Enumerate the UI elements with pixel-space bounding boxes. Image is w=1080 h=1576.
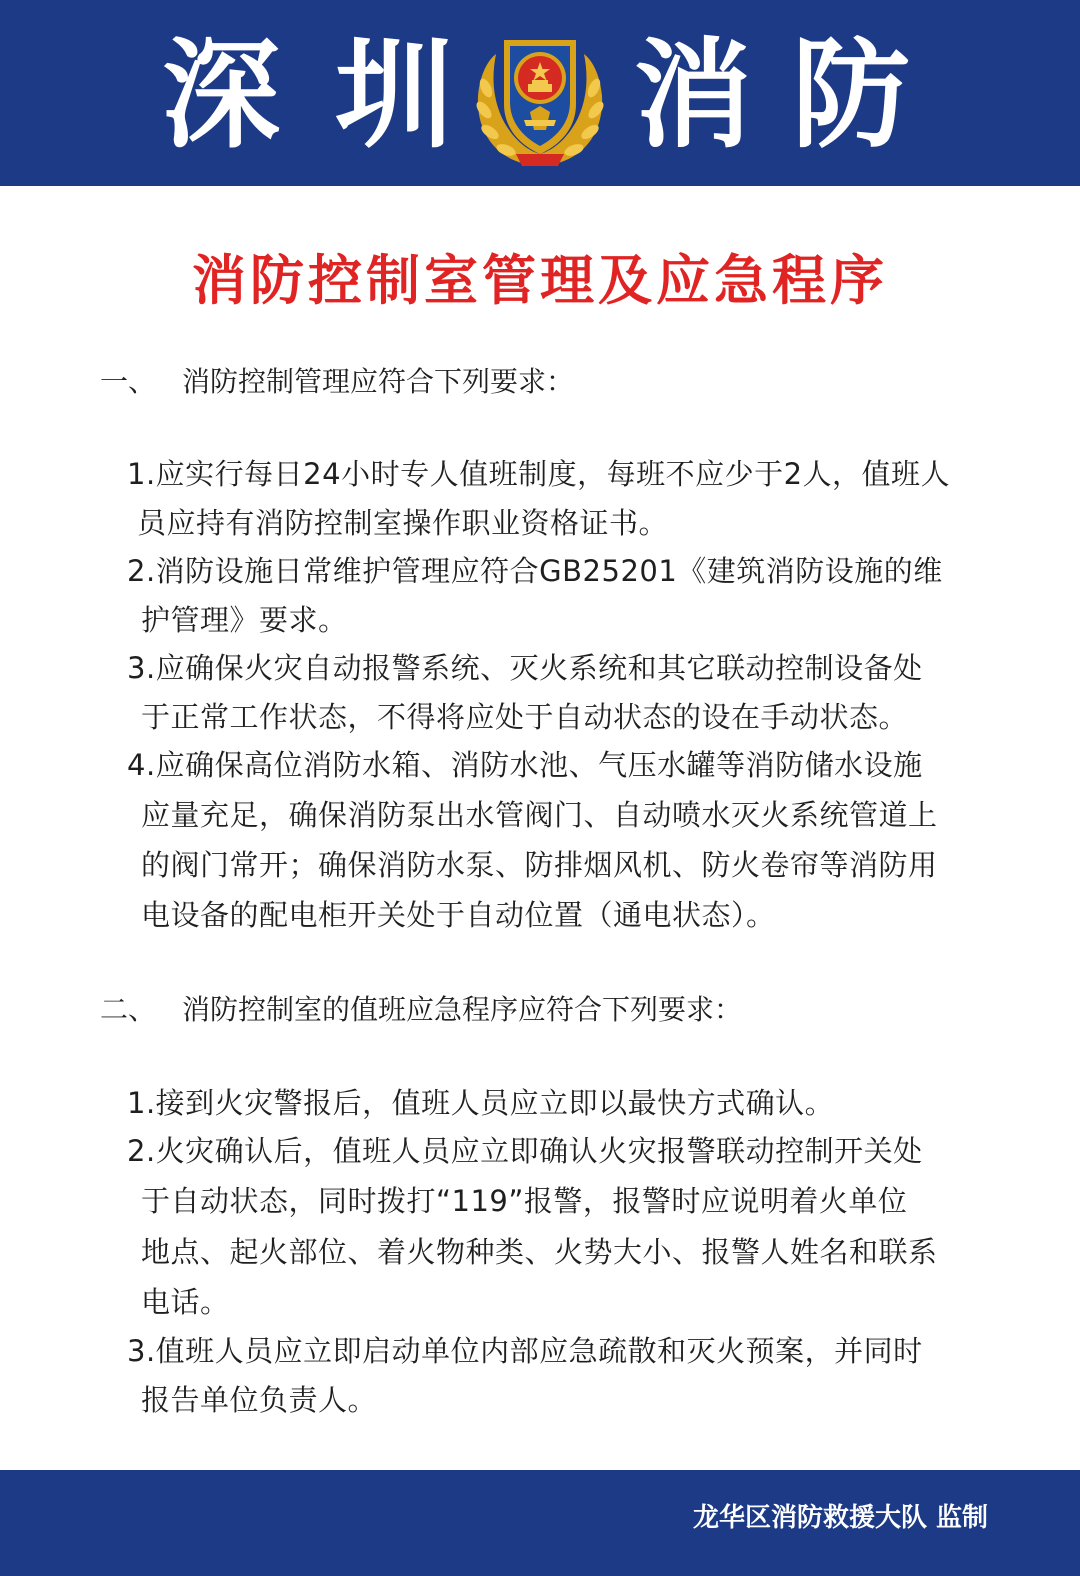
section-1-line: 员应持有消防控制室操作职业资格证书。 bbox=[137, 506, 669, 540]
header-char-shen: 深 bbox=[162, 25, 281, 164]
section-1-line: 应量充足，确保消防泵出水管阀门、自动喷水灭火系统管道上 bbox=[141, 798, 938, 832]
section-2-line: 3.值班人员应立即启动单位内部应急疏散和灭火预案，并同时 bbox=[127, 1334, 923, 1368]
section-1-line: 护管理》要求。 bbox=[141, 603, 348, 637]
header-band bbox=[0, 0, 1080, 186]
section-2-line: 电话。 bbox=[141, 1285, 230, 1319]
section-1-line: 于正常工作状态，不得将应处于自动状态的设在手动状态。 bbox=[141, 700, 909, 734]
section-1-line: 电设备的配电柜开关处于自动位置（通电状态）。 bbox=[141, 898, 776, 932]
document-title: 消防控制室管理及应急程序 bbox=[192, 249, 888, 312]
header-char-zhen: 圳 bbox=[335, 25, 454, 164]
section-1-number: 一、 bbox=[100, 365, 157, 398]
section-2-number: 二、 bbox=[100, 993, 157, 1026]
section-1-line: 1.应实行每日24小时专人值班制度，每班不应少于2人，值班人 bbox=[127, 457, 951, 491]
footer-band bbox=[0, 1470, 1080, 1576]
section-2-heading: 消防控制室的值班应急程序应符合下列要求： bbox=[182, 993, 743, 1026]
fire-rescue-emblem-icon bbox=[470, 26, 610, 176]
section-2-line: 于自动状态，同时拨打“119”报警，报警时应说明着火单位 bbox=[141, 1184, 908, 1218]
section-1-line: 的阀门常开；确保消防水泵、防排烟风机、防火卷帘等消防用 bbox=[141, 848, 938, 882]
header-char-fang: 防 bbox=[792, 25, 911, 164]
section-2-line: 报告单位负责人。 bbox=[141, 1383, 378, 1417]
header-char-xiao: 消 bbox=[634, 25, 753, 164]
section-2-line: 1.接到火灾警报后，值班人员应立即以最快方式确认。 bbox=[127, 1086, 835, 1120]
supervisor-credit: 龙华区消防救援大队 监制 bbox=[692, 1503, 988, 1533]
section-1-heading: 消防控制管理应符合下列要求： bbox=[182, 365, 575, 398]
section-1-line: 4.应确保高位消防水箱、消防水池、气压水罐等消防储水设施 bbox=[127, 748, 923, 782]
section-1-line: 3.应确保火灾自动报警系统、灭火系统和其它联动控制设备处 bbox=[127, 651, 923, 685]
section-2-line: 地点、起火部位、着火物种类、火势大小、报警人姓名和联系 bbox=[141, 1235, 938, 1269]
section-1-line: 2.消防设施日常维护管理应符合GB25201《建筑消防设施的维 bbox=[127, 554, 943, 588]
section-2-line: 2.火灾确认后，值班人员应立即确认火灾报警联动控制开关处 bbox=[127, 1134, 923, 1168]
